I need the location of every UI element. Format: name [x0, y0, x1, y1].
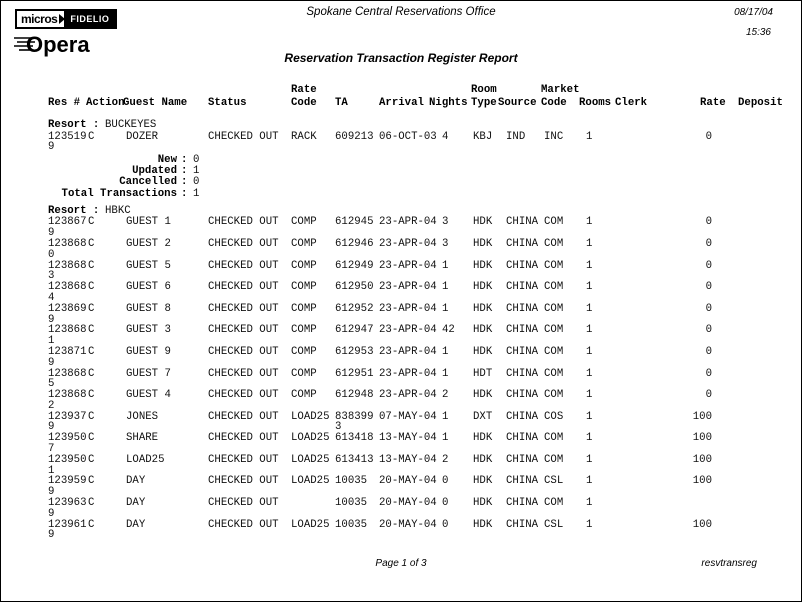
cell-nights: 3: [442, 216, 449, 229]
cell-res: 123868: [48, 281, 87, 294]
cell-rate: 100: [692, 432, 712, 445]
cell-rooms: 1: [586, 324, 593, 337]
cell-guest: GUEST 7: [126, 367, 171, 380]
cell-arrival: 23-APR-04: [379, 389, 437, 402]
cell-rate_code: COMP: [291, 281, 317, 294]
col-nights: Nights: [429, 97, 468, 109]
cell-rooms: 1: [586, 216, 593, 229]
resort-label: Resort :: [48, 204, 100, 217]
cell-action: C: [88, 302, 95, 315]
cell-res: 123868: [48, 237, 87, 250]
cell-rate_code: COMP: [291, 216, 317, 229]
cell-nights: 1: [442, 367, 449, 380]
cell-source: CHINA: [506, 367, 539, 380]
cell-ta: 612946: [335, 237, 374, 250]
cell-source: CHINA: [506, 389, 539, 402]
transaction-row: [1, 217, 801, 239]
cell-room_type: HDK: [473, 453, 493, 466]
cell-res: 123871: [48, 345, 87, 358]
cell-ta: 838399: [335, 410, 374, 423]
cell-status: CHECKED OUT: [208, 216, 279, 229]
cell-market_code: COM: [544, 345, 564, 358]
cell-guest: LOAD25: [126, 453, 165, 466]
cell-rate: 0: [705, 216, 712, 229]
cell-nights: 1: [442, 410, 449, 423]
cell-action: C: [88, 410, 95, 423]
cell-status: CHECKED OUT: [208, 259, 279, 272]
cell-res: 123868: [48, 367, 87, 380]
transaction-row: [1, 390, 801, 412]
cell-rooms: 1: [586, 281, 593, 294]
svg-text:Opera: Opera: [26, 32, 90, 57]
resort-row: [1, 120, 801, 132]
cell-source: CHINA: [506, 453, 539, 466]
cell-guest: GUEST 4: [126, 389, 171, 402]
cell-action: C: [88, 367, 95, 380]
cell-source: CHINA: [506, 302, 539, 315]
summary-value: 1: [193, 187, 200, 200]
page-number: Page 1 of 3: [375, 558, 427, 569]
cell-rate: 0: [705, 259, 712, 272]
cell-res: 123950: [48, 432, 87, 445]
transaction-row: [1, 132, 801, 154]
report-time: 15:36: [745, 27, 771, 38]
cell-rate_code: COMP: [291, 259, 317, 272]
cell-nights: 4: [442, 130, 449, 143]
cell-nights: 1: [442, 259, 449, 272]
cell-room_type: HDK: [473, 324, 493, 337]
col-ta: TA: [335, 97, 348, 109]
cell-arrival: 23-APR-04: [379, 281, 437, 294]
resort-name: BUCKEYES: [105, 119, 157, 131]
cell-rate: 0: [705, 389, 712, 402]
cell-action: C: [88, 453, 95, 466]
cell-arrival: 20-MAY-04: [379, 497, 437, 510]
cell-source: CHINA: [506, 237, 539, 250]
cell-ta: 612948: [335, 389, 374, 402]
cell-market_code: COS: [544, 410, 564, 423]
summary-row: [1, 155, 801, 166]
cell-arrival: 23-APR-04: [379, 367, 437, 380]
cell-arrival: 23-APR-04: [379, 302, 437, 315]
cell-rooms: 1: [586, 367, 593, 380]
cell-res-wrap: 9: [48, 529, 55, 542]
cell-status: CHECKED OUT: [208, 324, 279, 337]
cell-arrival: 13-MAY-04: [379, 432, 437, 445]
cell-market_code: INC: [544, 130, 564, 143]
cell-nights: 0: [442, 475, 449, 488]
transaction-row: [1, 498, 801, 520]
cell-rate: 0: [705, 302, 712, 315]
transaction-row: [1, 282, 801, 304]
report-id: resvtransreg: [701, 558, 757, 569]
cell-arrival: 06-OCT-03: [379, 130, 437, 143]
col-rate: Rate: [700, 97, 726, 109]
cell-res-wrap: 4: [48, 291, 55, 304]
col-market2: Code: [541, 97, 567, 109]
micros-logo-text: micros: [17, 11, 59, 27]
cell-guest: JONES: [126, 410, 159, 423]
cell-guest: DOZER: [126, 130, 159, 143]
cell-source: CHINA: [506, 475, 539, 488]
cell-guest: GUEST 5: [126, 259, 171, 272]
cell-status: CHECKED OUT: [208, 497, 279, 510]
cell-rate: 100: [692, 410, 712, 423]
cell-rate: 100: [692, 518, 712, 531]
cell-market_code: COM: [544, 216, 564, 229]
cell-action: C: [88, 432, 95, 445]
cell-rooms: 1: [586, 497, 593, 510]
cell-res: 123519: [48, 130, 87, 143]
cell-action: C: [88, 345, 95, 358]
cell-nights: 1: [442, 281, 449, 294]
cell-source: CHINA: [506, 345, 539, 358]
cell-market_code: COM: [544, 324, 564, 337]
cell-room_type: HDK: [473, 237, 493, 250]
cell-res: 123937: [48, 410, 87, 423]
cell-rate_code: LOAD25: [291, 432, 330, 445]
cell-res: 123867: [48, 216, 87, 229]
cell-market_code: COM: [544, 453, 564, 466]
cell-status: CHECKED OUT: [208, 345, 279, 358]
transaction-row: [1, 520, 801, 542]
col-source: Source: [498, 97, 537, 109]
cell-action: C: [88, 475, 95, 488]
col-rate1: Rate: [291, 84, 317, 96]
cell-source: CHINA: [506, 432, 539, 445]
cell-rate_code: LOAD25: [291, 453, 330, 466]
transaction-row: [1, 304, 801, 326]
cell-status: CHECKED OUT: [208, 237, 279, 250]
cell-guest: DAY: [126, 475, 146, 488]
cell-ta-wrap: 3: [335, 421, 342, 434]
cell-guest: GUEST 8: [126, 302, 171, 315]
summary-row: [1, 189, 801, 200]
cell-action: C: [88, 216, 95, 229]
cell-ta: 10035: [335, 475, 368, 488]
cell-action: C: [88, 389, 95, 402]
cell-res-wrap: 9: [48, 507, 55, 520]
cell-rate: 100: [692, 453, 712, 466]
col-res: Res #: [48, 97, 81, 109]
cell-nights: 2: [442, 389, 449, 402]
summary-separator: :: [181, 154, 188, 167]
cell-nights: 0: [442, 497, 449, 510]
cell-ta: 612950: [335, 281, 374, 294]
summary-value: 0: [193, 176, 200, 189]
summary-block: [1, 153, 801, 200]
cell-rate_code: COMP: [291, 302, 317, 315]
cell-rate: 0: [705, 345, 712, 358]
cell-nights: 2: [442, 453, 449, 466]
summary-separator: :: [181, 187, 188, 200]
cell-rate_code: COMP: [291, 324, 317, 337]
cell-market_code: COM: [544, 302, 564, 315]
cell-rate_code: COMP: [291, 345, 317, 358]
cell-rooms: 1: [586, 302, 593, 315]
cell-nights: 3: [442, 237, 449, 250]
cell-res-wrap: 1: [48, 335, 55, 348]
cell-source: IND: [506, 130, 526, 143]
cell-rooms: 1: [586, 259, 593, 272]
cell-res: 123961: [48, 518, 87, 531]
cell-res-wrap: 1: [48, 464, 55, 477]
cell-market_code: COM: [544, 237, 564, 250]
cell-room_type: KBJ: [473, 130, 493, 143]
cell-nights: 1: [442, 345, 449, 358]
cell-res-wrap: 9: [48, 227, 55, 240]
summary-row: [1, 177, 801, 188]
col-room2: Type: [471, 97, 497, 109]
office-title: Spokane Central Reservations Office: [306, 6, 496, 18]
cell-room_type: HDK: [473, 389, 493, 402]
transaction-row: [1, 239, 801, 261]
summary-separator: :: [181, 176, 188, 189]
resort-name: HBKC: [105, 204, 131, 217]
cell-source: CHINA: [506, 410, 539, 423]
cell-source: CHINA: [506, 281, 539, 294]
cell-room_type: HDK: [473, 216, 493, 229]
cell-status: CHECKED OUT: [208, 367, 279, 380]
cell-market_code: COM: [544, 389, 564, 402]
summary-label: Total Transactions: [61, 187, 177, 200]
cell-status: CHECKED OUT: [208, 302, 279, 315]
resort-label: Resort :: [48, 119, 100, 131]
cell-rate_code: LOAD25: [291, 518, 330, 531]
cell-res-wrap: 5: [48, 378, 55, 391]
summary-label: Cancelled: [119, 176, 177, 189]
cell-res: 123869: [48, 302, 87, 315]
transaction-row: [1, 412, 801, 434]
cell-res-wrap: 9: [48, 421, 55, 434]
cell-ta: 609213: [335, 130, 374, 143]
cell-rooms: 1: [586, 389, 593, 402]
cell-rate_code: RACK: [291, 130, 317, 143]
cell-market_code: COM: [544, 367, 564, 380]
cell-ta: 10035: [335, 497, 368, 510]
cell-res-wrap: 7: [48, 443, 55, 456]
cell-room_type: HDK: [473, 302, 493, 315]
cell-rate_code: COMP: [291, 237, 317, 250]
cell-res: 123950: [48, 453, 87, 466]
summary-separator: :: [181, 165, 188, 178]
cell-ta: 613413: [335, 453, 374, 466]
summary-value: 0: [193, 154, 200, 167]
cell-room_type: HDK: [473, 518, 493, 531]
cell-guest: DAY: [126, 497, 146, 510]
cell-room_type: HDK: [473, 345, 493, 358]
cell-market_code: CSL: [544, 475, 564, 488]
cell-arrival: 07-MAY-04: [379, 410, 437, 423]
cell-ta: 612953: [335, 345, 374, 358]
fidelio-logo-text: FIDELIO: [64, 11, 115, 27]
cell-res: 123868: [48, 324, 87, 337]
cell-room_type: HDK: [473, 259, 493, 272]
col-status: Status: [208, 97, 247, 109]
cell-rooms: 1: [586, 518, 593, 531]
cell-arrival: 23-APR-04: [379, 345, 437, 358]
cell-rate_code: COMP: [291, 389, 317, 402]
cell-room_type: HDK: [473, 475, 493, 488]
cell-rate_code: LOAD25: [291, 410, 330, 423]
cell-room_type: HDK: [473, 497, 493, 510]
cell-room_type: HDK: [473, 432, 493, 445]
transaction-row: [1, 261, 801, 283]
cell-rooms: 1: [586, 432, 593, 445]
col-clerk: Clerk: [615, 97, 648, 109]
column-header-row: [1, 85, 801, 120]
cell-res-wrap: 3: [48, 270, 55, 283]
cell-arrival: 13-MAY-04: [379, 453, 437, 466]
transaction-row: [1, 369, 801, 391]
cell-ta: 10035: [335, 518, 368, 531]
cell-rate: 0: [705, 237, 712, 250]
cell-res-wrap: 9: [48, 141, 55, 154]
cell-res: 123963: [48, 497, 87, 510]
cell-res-wrap: 9: [48, 356, 55, 369]
cell-status: CHECKED OUT: [208, 281, 279, 294]
transaction-row: [1, 325, 801, 347]
cell-rooms: 1: [586, 237, 593, 250]
cell-ta: 612951: [335, 367, 374, 380]
report-title: Reservation Transaction Register Report: [284, 51, 518, 65]
cell-room_type: HDT: [473, 367, 493, 380]
col-deposit: Deposit: [738, 97, 783, 109]
report-table: [1, 85, 801, 541]
cell-source: CHINA: [506, 259, 539, 272]
cell-arrival: 23-APR-04: [379, 259, 437, 272]
cell-market_code: COM: [544, 497, 564, 510]
cell-action: C: [88, 518, 95, 531]
col-room1: Room: [471, 84, 497, 96]
cell-guest: GUEST 2: [126, 237, 171, 250]
report-date: 08/17/04: [734, 7, 773, 18]
cell-action: C: [88, 497, 95, 510]
cell-rooms: 1: [586, 475, 593, 488]
cell-nights: 1: [442, 302, 449, 315]
cell-source: CHINA: [506, 216, 539, 229]
cell-ta: 612947: [335, 324, 374, 337]
cell-nights: 42: [442, 324, 455, 337]
transaction-row: [1, 433, 801, 455]
cell-status: CHECKED OUT: [208, 389, 279, 402]
cell-rate: 100: [692, 475, 712, 488]
cell-status: CHECKED OUT: [208, 410, 279, 423]
cell-res-wrap: 9: [48, 313, 55, 326]
transaction-row: [1, 476, 801, 498]
cell-source: CHINA: [506, 324, 539, 337]
cell-market_code: CSL: [544, 518, 564, 531]
col-guest: Guest Name: [123, 97, 188, 109]
cell-rooms: 1: [586, 410, 593, 423]
cell-ta: 612949: [335, 259, 374, 272]
transaction-row: [1, 347, 801, 369]
cell-market_code: COM: [544, 432, 564, 445]
cell-arrival: 23-APR-04: [379, 216, 437, 229]
cell-rate: 0: [705, 281, 712, 294]
cell-nights: 0: [442, 518, 449, 531]
cell-status: CHECKED OUT: [208, 475, 279, 488]
cell-rate_code: LOAD25: [291, 475, 330, 488]
cell-source: CHINA: [506, 518, 539, 531]
cell-ta: 613418: [335, 432, 374, 445]
cell-action: C: [88, 237, 95, 250]
summary-value: 1: [193, 165, 200, 178]
transaction-row: [1, 455, 801, 477]
cell-res: 123868: [48, 389, 87, 402]
cell-rooms: 1: [586, 130, 593, 143]
cell-arrival: 20-MAY-04: [379, 475, 437, 488]
cell-ta: 612952: [335, 302, 374, 315]
cell-guest: SHARE: [126, 432, 159, 445]
cell-rooms: 1: [586, 345, 593, 358]
cell-arrival: 23-APR-04: [379, 324, 437, 337]
cell-res-wrap: 9: [48, 486, 55, 499]
summary-label: Updated: [132, 165, 177, 178]
summary-label: New: [157, 154, 177, 167]
cell-arrival: 20-MAY-04: [379, 518, 437, 531]
cell-guest: GUEST 9: [126, 345, 171, 358]
cell-ta: 612945: [335, 216, 374, 229]
cell-guest: DAY: [126, 518, 146, 531]
cell-rate: 0: [705, 367, 712, 380]
col-rooms: Rooms: [579, 97, 612, 109]
cell-action: C: [88, 324, 95, 337]
cell-rate: 0: [705, 130, 712, 143]
cell-rate: 0: [705, 324, 712, 337]
cell-room_type: HDK: [473, 281, 493, 294]
cell-nights: 1: [442, 432, 449, 445]
cell-status: CHECKED OUT: [208, 432, 279, 445]
col-rate2: Code: [291, 97, 317, 109]
cell-market_code: COM: [544, 281, 564, 294]
cell-action: C: [88, 281, 95, 294]
cell-rate_code: COMP: [291, 367, 317, 380]
cell-source: CHINA: [506, 497, 539, 510]
col-market1: Market: [541, 84, 580, 96]
cell-status: CHECKED OUT: [208, 518, 279, 531]
cell-status: CHECKED OUT: [208, 453, 279, 466]
cell-rooms: 1: [586, 453, 593, 466]
cell-room_type: DXT: [473, 410, 493, 423]
col-action: Action: [86, 97, 125, 109]
cell-res-wrap: 0: [48, 248, 55, 261]
cell-res: 123868: [48, 259, 87, 272]
cell-guest: GUEST 3: [126, 324, 171, 337]
cell-res: 123959: [48, 475, 87, 488]
cell-arrival: 23-APR-04: [379, 237, 437, 250]
cell-guest: GUEST 1: [126, 216, 171, 229]
cell-status: CHECKED OUT: [208, 130, 279, 143]
cell-guest: GUEST 6: [126, 281, 171, 294]
cell-res-wrap: 2: [48, 399, 55, 412]
col-arrival: Arrival: [379, 97, 424, 109]
cell-market_code: COM: [544, 259, 564, 272]
cell-action: C: [88, 259, 95, 272]
cell-action: C: [88, 130, 95, 143]
